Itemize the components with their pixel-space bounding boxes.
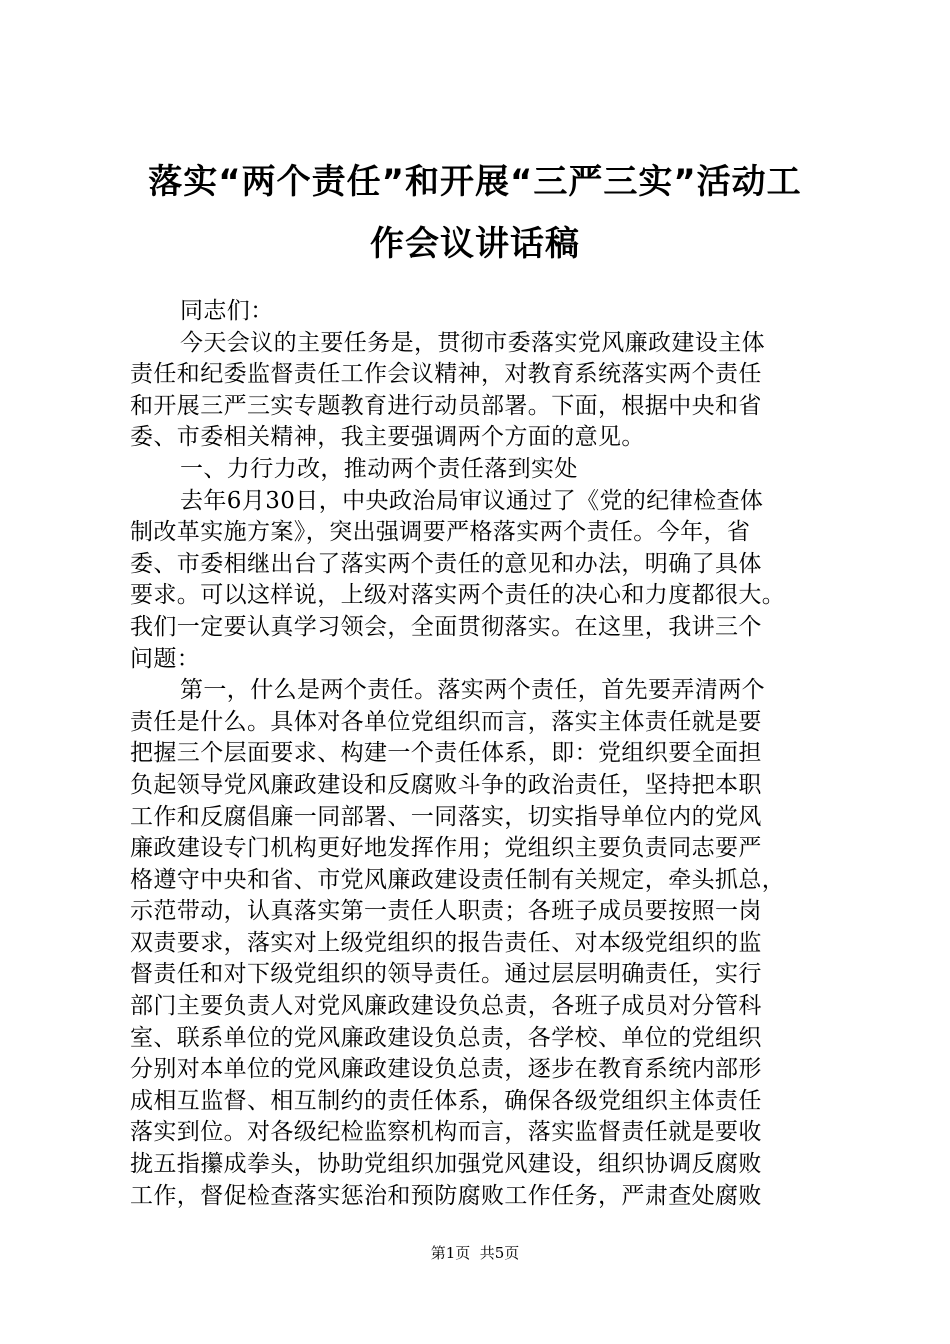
body-line: 责任是什么。具体对各单位党组织而言，落实主体责任就是要 — [130, 708, 762, 735]
body-line: 拢五指攥成拳头，协助党组织加强党风建设，组织协调反腐败 — [130, 1151, 762, 1178]
body-line: 成相互监督、相互制约的责任体系，确保各级党组织主体责任 — [130, 1087, 762, 1114]
body-line: 第一，什么是两个责任。落实两个责任，首先要弄清两个 — [180, 677, 765, 704]
body-line: 制改革实施方案》，突出强调要严格落实两个责任。今年，省 — [130, 519, 751, 546]
section-heading: 一、力行力改，推动两个责任落到实处 — [180, 455, 578, 482]
page-number-footer: 第1页 共5页 — [430, 1244, 520, 1262]
body-line: 格遵守中央和省、市党风廉政建设责任制有关规定，牵头抓总， — [130, 866, 786, 893]
body-line: 委、市委相关精神，我主要强调两个方面的意见。 — [130, 424, 645, 451]
body-line: 分别对本单位的党风廉政建设负总责，逐步在教育系统内部形 — [130, 1056, 762, 1083]
body-line: 委、市委相继出台了落实两个责任的意见和办法，明确了具体 — [130, 550, 762, 577]
body-line: 问题： — [130, 645, 201, 672]
body-line: 负起领导党风廉政建设和反腐败斗争的政治责任，坚持把本职 — [130, 771, 762, 798]
body-line: 去年6月30日，中央政治局审议通过了《党的纪律检查体 — [180, 487, 764, 514]
document-title-line-2: 作会议讲话稿 — [370, 224, 580, 264]
body-line: 今天会议的主要任务是，贯彻市委落实党风廉政建设主体 — [180, 329, 765, 356]
body-line: 廉政建设专门机构更好地发挥作用；党组织主要负责同志要严 — [130, 835, 762, 862]
document-body — [130, 296, 820, 1212]
body-line: 室、联系单位的党风廉政建设负总责，各学校、单位的党组织 — [130, 1024, 762, 1051]
body-line: 要求。可以这样说，上级对落实两个责任的决心和力度都很大。 — [130, 582, 786, 609]
body-line: 双责要求，落实对上级党组织的报告责任、对本级党组织的监 — [130, 929, 762, 956]
body-line: 责任和纪委监督责任工作会议精神，对教育系统落实两个责任 — [130, 361, 762, 388]
body-line: 工作，督促检查落实惩治和预防腐败工作任务，严肃查处腐败 — [130, 1182, 762, 1209]
document-title-line-1: 落实“两个责任”和开展“三严三实”活动工 — [148, 162, 802, 202]
body-line: 示范带动，认真落实第一责任人职责；各班子成员要按照一岗 — [130, 898, 762, 925]
body-line: 督责任和对下级党组织的领导责任。通过层层明确责任，实行 — [130, 961, 762, 988]
body-line: 落实到位。对各级纪检监察机构而言，落实监督责任就是要收 — [130, 1119, 762, 1146]
body-line: 和开展三严三实专题教育进行动员部署。下面，根据中央和省 — [130, 392, 762, 419]
body-line: 部门主要负责人对党风廉政建设负总责，各班子成员对分管科 — [130, 993, 762, 1020]
body-line: 把握三个层面要求、构建一个责任体系，即：党组织要全面担 — [130, 740, 762, 767]
body-line: 我们一定要认真学习领会，全面贯彻落实。在这里，我讲三个 — [130, 613, 762, 640]
body-line: 工作和反腐倡廉一同部署、一同落实，切实指导单位内的党风 — [130, 803, 762, 830]
body-line: 同志们： — [180, 298, 274, 324]
